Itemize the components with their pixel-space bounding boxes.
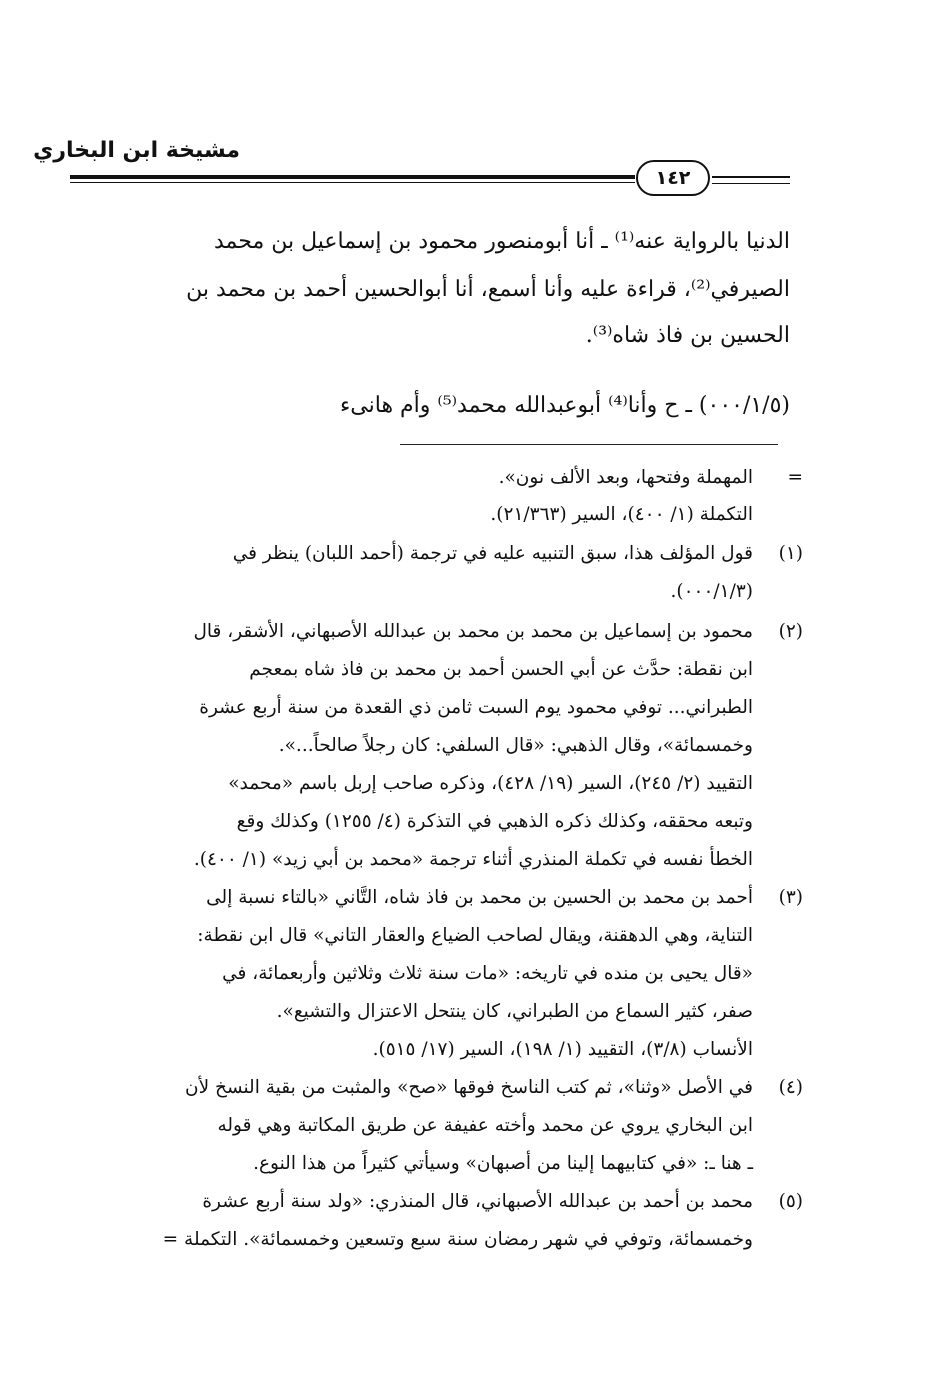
footnote-text: «قال يحيى بن منده في تاريخه: «مات سنة ثلاث وثلاثين وأربعمائة، في: [222, 963, 753, 984]
footnote-text: الطبراني... توفي محمود يوم السبت ثامن ذي القعدة من سنة أربع عشرة: [199, 697, 753, 718]
footnote-line: [68, 1072, 803, 1104]
footnote-line: [68, 538, 803, 570]
footnote-text: التناية، وهي الدهقنة، ويقال لصاحب الضياع والعقار التاني» قال ابن نقطة:: [197, 925, 753, 946]
footnote-number: (٢): [778, 621, 803, 642]
footnote-text: وخمسمائة»، وقال الذهبي: «قال السلفي: كان رجلاً صالحاً...».: [278, 735, 753, 756]
header-rule-thin: [70, 182, 635, 183]
footnote-text: أحمد بن محمد بن الحسين بن محمد بن فاذ شاه، التَّاني «بالتاء نسبة إلى: [206, 887, 753, 908]
footnote-line: [68, 844, 803, 876]
footnote-line: [68, 499, 803, 531]
main-line-1: الدنيا بالرواية عنه⁽¹⁾ ـ أنا أبومنصور محمود بن إسماعيل بن محمد: [213, 229, 790, 254]
footnote-line: [68, 882, 803, 914]
header-rule-right-thin: [712, 183, 790, 184]
footnote-text: محمود بن إسماعيل بن محمد بن محمد بن عبدالله الأصبهاني، الأشقر، قال: [193, 621, 753, 642]
footnote-line: [68, 730, 803, 762]
main-line-3: الحسين بن فاذ شاه⁽³⁾.: [585, 323, 790, 348]
footnote-line: [68, 958, 803, 990]
footnote-text: محمد بن أحمد بن عبدالله الأصبهاني، قال المنذري: «ولد سنة أربع عشرة: [202, 1191, 753, 1212]
footnote-line: [68, 1034, 803, 1066]
footnote-marker: =: [787, 467, 803, 488]
footnote-text: المهملة وفتحها، وبعد الألف نون».: [498, 467, 753, 488]
footnote-line: [68, 462, 803, 494]
footnote-line: [68, 996, 803, 1028]
footnote-text: ابن البخاري يروي عن محمد وأخته عفيفة عن طريق المكاتبة وهي قوله: [217, 1115, 753, 1136]
footnote-separator: [400, 444, 778, 445]
footnote-line: [68, 576, 803, 608]
footnote-line: [68, 1148, 803, 1180]
footnote-text: (٠٠٠/١/٣).: [670, 581, 753, 602]
footnote-line: [68, 692, 803, 724]
header-rule-thick: [70, 175, 635, 179]
footnote-line: [68, 1186, 803, 1218]
header-rule-right: [712, 176, 790, 178]
footnote-text: التقييد (٢/ ٢٤٥)، السير (١٩/ ٤٢٨)، وذكره صاحب إربل باسم «محمد»: [228, 773, 753, 794]
footnote-text: في الأصل «وثنا»، ثم كتب الناسخ فوقها «صح» والمثبت من بقية النسخ لأن: [185, 1077, 753, 1098]
footnote-number: (٥): [778, 1191, 803, 1212]
footnote-line: [68, 616, 803, 648]
footnote-text: التكملة (١/ ٤٠٠)، السير (٢١/٣٦٣).: [490, 504, 753, 525]
footnote-line: [68, 1224, 803, 1256]
footnote-line: [68, 654, 803, 686]
footnote-text: قول المؤلف هذا، سبق التنبيه عليه في ترجمة (أحمد اللبان) ينظر في: [232, 543, 753, 564]
footnote-line: [68, 768, 803, 800]
footnote-number: (٣): [778, 887, 803, 908]
main-line-4: (٠٠٠/١/٥) ـ ح وأنا⁽⁴⁾ أبوعبدالله محمد⁽⁵⁾ وأم هانىء: [339, 393, 790, 418]
main-line-2: الصيرفي⁽²⁾، قراءة عليه وأنا أسمع، أنا أبوالحسين أحمد بن محمد بن: [186, 277, 790, 302]
footnote-text: الخطأ نفسه في تكملة المنذري أثناء ترجمة «محمد بن أبي زيد» (١/ ٤٠٠).: [193, 849, 753, 870]
running-title: مشيخة ابن البخاري: [33, 138, 240, 163]
footnote-number: (١): [778, 543, 803, 564]
footnote-text: وتبعه محققه، وكذلك ذكره الذهبي في التذكرة (٤/ ١٢٥٥) وكذلك وقع: [236, 811, 753, 832]
footnote-number: (٤): [778, 1077, 803, 1098]
footnote-text: صفر، كثير السماع من الطبراني، كان ينتحل الاعتزال والتشيع».: [276, 1001, 753, 1022]
footnote-text: ـ هنا ـ: «في كتابيهما إلينا من أصبهان» وسيأتي كثيراً من هذا النوع.: [253, 1153, 753, 1174]
footnote-text: ابن نقطة: حدَّث عن أبي الحسن أحمد بن محمد بن فاذ شاه بمعجم: [249, 659, 753, 680]
footnote-text: وخمسمائة، وتوفي في شهر رمضان سنة سبع وتسعين وخمسمائة». التكملة =: [162, 1229, 753, 1250]
footnote-text: الأنساب (٣/٨)، التقييد (١/ ١٩٨)، السير (١٧/ ٥١٥).: [372, 1039, 753, 1060]
footnote-line: [68, 806, 803, 838]
footnote-line: [68, 1110, 803, 1142]
footnote-line: [68, 920, 803, 952]
page-number: ١٤٢: [636, 160, 710, 196]
